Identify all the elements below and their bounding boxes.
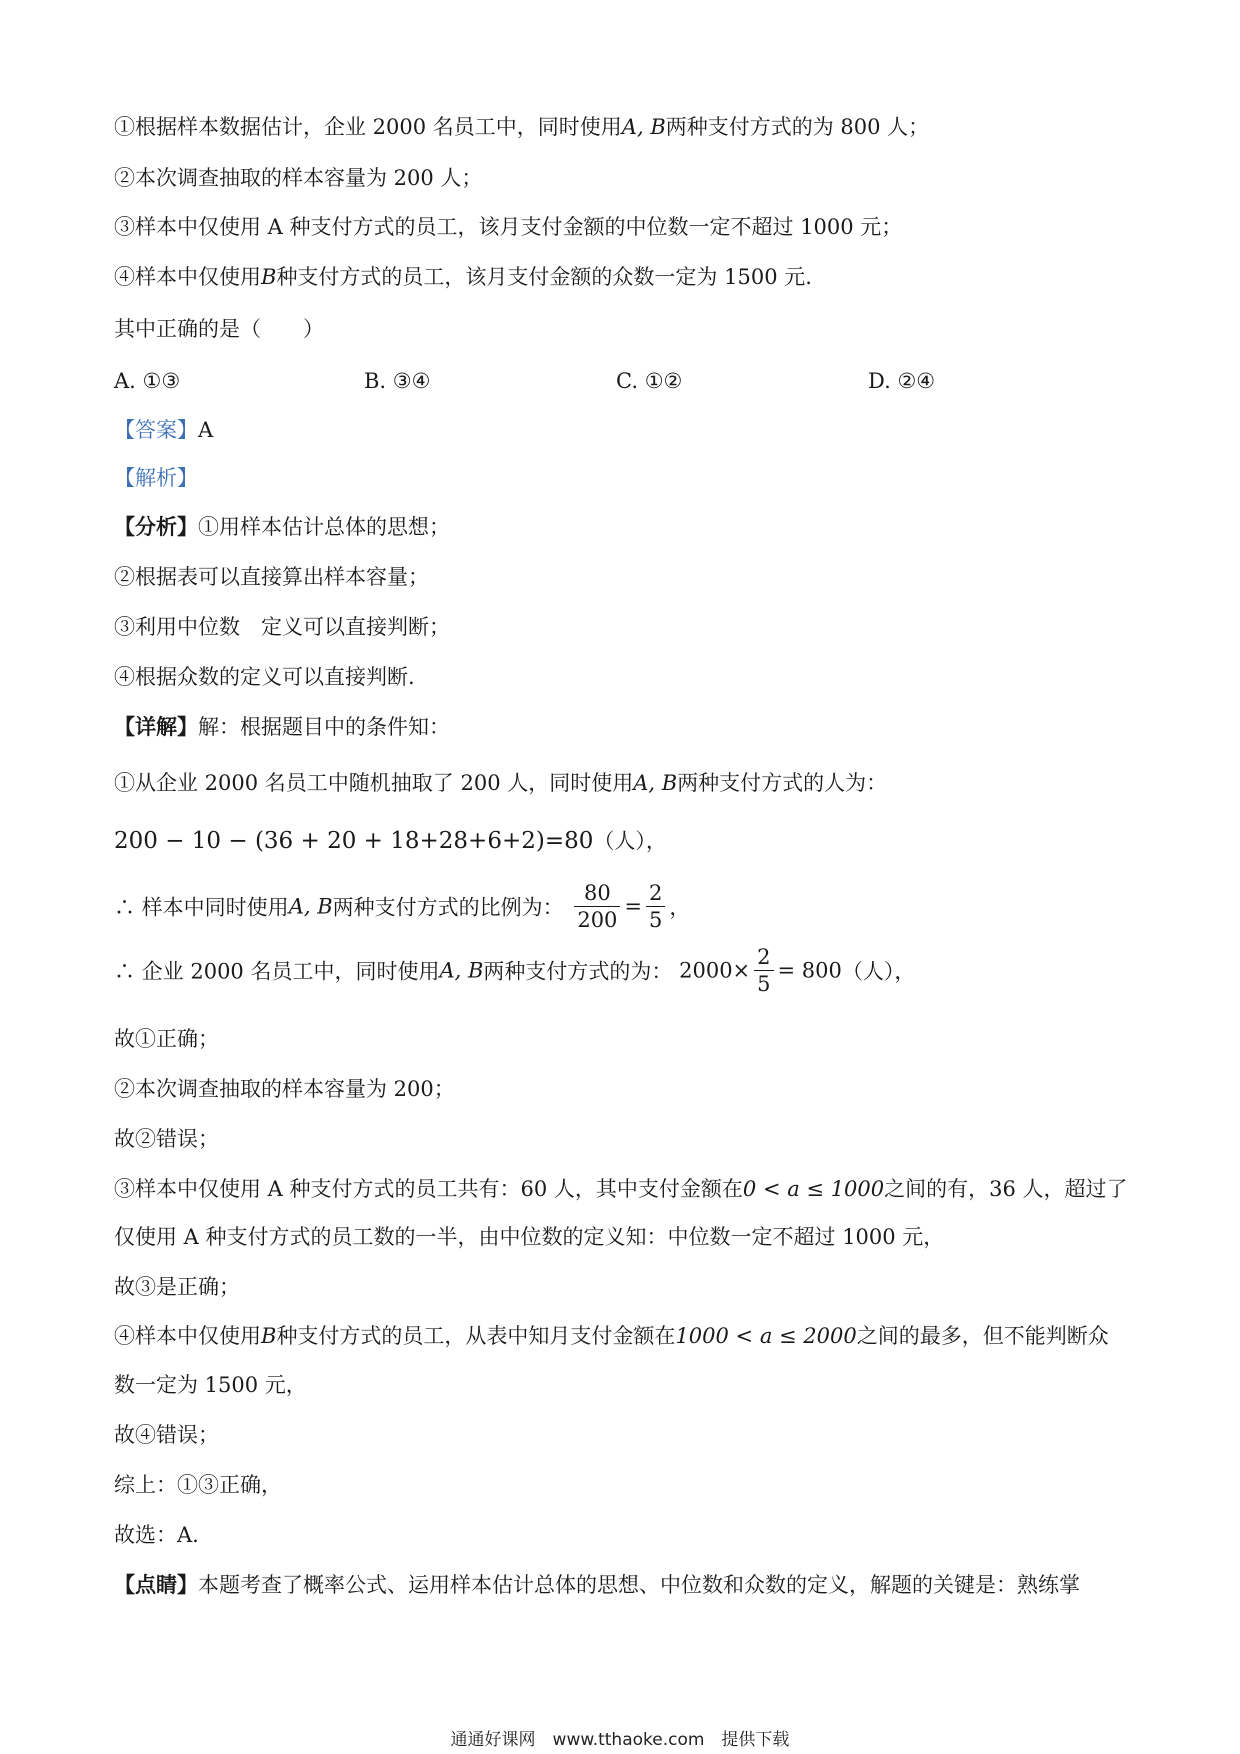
conclusion-3: 故③是正确；: [114, 1275, 240, 1299]
xiangjie-p4: ②本次调查抽取的样本容量为 200；: [114, 1077, 455, 1101]
var-b: B: [261, 265, 277, 289]
option-c: C. ①②: [616, 369, 683, 393]
answer-line: [114, 415, 213, 445]
fenxi-line-1: 【分析】①用样本估计总体的思想；: [114, 514, 450, 539]
answer-tag: 【答案】: [114, 418, 198, 442]
option-b: B. ③④: [364, 369, 431, 393]
option-a: A. ①③: [114, 369, 181, 393]
conclusion-4: 故④错误；: [114, 1423, 219, 1447]
xiangjie-intro: 【详解】解：根据题目中的条件知：: [114, 714, 450, 739]
equation-1: 200 − 10 − (36 + 20 + 18+28+6+2)=80（人），: [114, 828, 667, 854]
var-ab: A, B: [621, 115, 666, 139]
xiangjie-p5-cont: 仅使用 A 种支付方式的员工数的一半，由中位数的定义知：中位数一定不超过 1000 元，: [114, 1225, 945, 1249]
question-prompt: 其中正确的是（ ）: [114, 317, 324, 341]
xiangjie-p1: ①从企业 2000 名员工中随机抽取了 200 人，同时使用A, B两种支付方式的人为：: [114, 771, 888, 795]
final-choice: 故选：A.: [114, 1523, 199, 1547]
fraction-2-5: $\frac{2}{5}$: [646, 880, 665, 933]
statement-3: ③样本中仅使用 A 种支付方式的员工，该月支付金额的中位数一定不超过 1000 元；: [114, 215, 903, 239]
fenxi-line-4: ④根据众数的定义可以直接判断.: [114, 665, 415, 689]
fraction-80-200: $\frac{80}{200}$: [574, 880, 620, 933]
answer-value: A: [198, 418, 214, 442]
statement-1: ①根据样本数据估计，企业 2000 名员工中，同时使用A, B两种支付方式的为 800 人；: [114, 115, 930, 139]
fraction-2-5-b: $\frac{2}{5}$: [754, 944, 773, 997]
xiangjie-p3: ∴ 企业 2000 名员工中，同时使用A, B两种支付方式的为： 2000× $\frac{2}{5}$ = 800（人），: [114, 945, 916, 996]
statement-2: ②本次调查抽取的样本容量为 200 人；: [114, 166, 483, 190]
analysis-tag: 【解析】: [114, 466, 198, 490]
conclusion-2: 故②错误；: [114, 1127, 219, 1151]
statement-4: ④样本中仅使用B种支付方式的员工，该月支付金额的众数一定为 1500 元.: [114, 265, 812, 289]
option-d: D. ②④: [868, 369, 936, 393]
fenxi-line-2: ②根据表可以直接算出样本容量；: [114, 565, 429, 589]
fenxi-line-3: ③利用中位数 定义可以直接判断；: [114, 615, 450, 639]
conclusion-1: 故①正确；: [114, 1027, 219, 1051]
xiangjie-p6: ④样本中仅使用B种支付方式的员工，从表中知月支付金额在1000 < a ≤ 2000之间的最多，但不能判断众: [114, 1324, 1109, 1348]
xiangjie-p2: ∴ 样本中同时使用A, B两种支付方式的比例为： $\frac{80}{200}$ = $\frac{2}{5}$ ，: [114, 881, 691, 932]
dianjing-line: 【点睛】本题考查了概率公式、运用样本估计总体的思想、中位数和众数的定义，解题的关键是：熟练掌: [114, 1572, 1080, 1597]
xiangjie-p6-cont: 数一定为 1500 元，: [114, 1373, 307, 1397]
page-footer: 通通好课网 www.tthaoke.com 提供下载: [450, 1730, 790, 1750]
xiangjie-p5: ③样本中仅使用 A 种支付方式的员工共有：60 人，其中支付金额在0 < a ≤ 1000之间的有，36 人，超过了: [114, 1177, 1128, 1201]
summary: 综上：①③正确，: [114, 1473, 282, 1497]
